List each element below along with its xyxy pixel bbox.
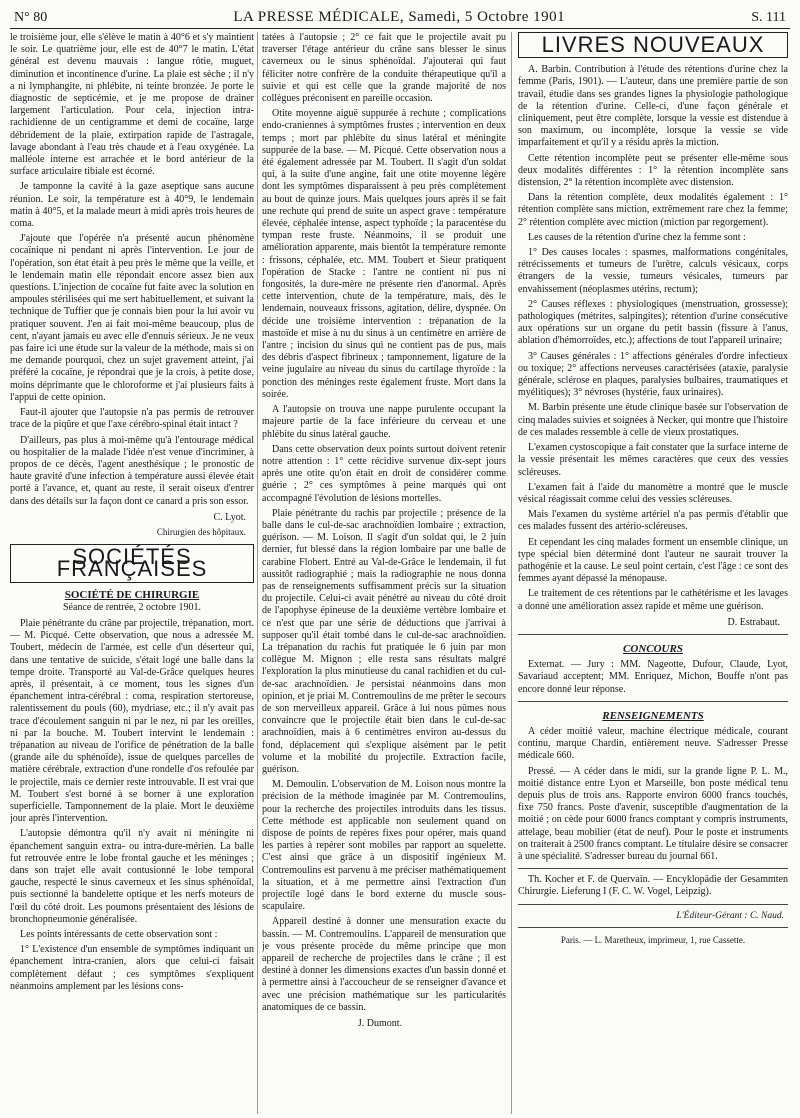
paragraph: Externat. — Jury : MM. Nageotte, Dufour, Claude, Lyot, Savariaud acceptent; MM. Enriquez, Michon, Bouffe n'ont pas encore donné leur réponse. (518, 659, 788, 695)
paragraph: M. Barbin présente une étude clinique basée sur l'observation de cinq malades suivies et soignées à Necker, qui montre que l'histoire de ces malades ressemble à celle de vieux prostatiques. (518, 402, 788, 438)
paragraph: L'autopsie démontra qu'il n'y avait ni méningite ni épanchement sanguin extra- ou intra-dure-mérien. La balle fut retrouvée entre le lobe frontal gauche et les méninges ; dans son trajet elle avait contusionné le lobe temporal gauche, respecté le sinus caverneux et les sinus sphénoïdal, puis sectionné la bandelette optique et les nerfs moteurs de l'œil du côté droit. Les poumons présentaient des lésions de bronchopneumonie généralisée. (10, 828, 254, 925)
author-title: Chirurgien des hôpitaux. (156, 526, 246, 537)
author-signature: C. Lyot. (213, 511, 246, 523)
section-title: LIVRES NOUVEAUX (518, 32, 788, 58)
paragraph: Plaie pénétrante du crâne par projectile, trépanation, mort. — M. Picqué. Cette observation, que nous a adressée M. Toubert, médecin de l'armée, est celle d'un déserteur qui, dans une tentative de suicide, s'était logé une balle dans la tempe droite. Transporté au Val-de-Grâce quelques heures après, il présentait, à ce moment, tous les signes d'un épanchement intra-cérébral : coma, respiration stertoreuse, ralentissement du pouls (60), mydriase, etc.; il n'y avait pas trace d'écoulement sanguin ni par le nez, ni par les oreilles, ni par la bouche. M. Toubert intervint le lendemain : trépanation au niveau de l'orifice de pénétration de la balle (grande aile du sphénoïde), issue de quelques parcelles de matière cérébrale, extraction d'une rondelle d'os refoulée par le projectile, mais ce dernier reste introuvable. Il est vrai que M. Toubert s'est borné à se borner à une exploration superficielle. Tamponnement de la plaie. Mort le deuxième jour après l'intervention. (10, 617, 254, 825)
society-title: SOCIÉTÉ DE CHIRURGIE (64, 588, 200, 601)
paragraph: tatées à l'autopsie ; 2° ce fait que le projectile avait pu traverser l'étage antérieur du crâne sans blesser le sinus caverneux ou le sinus sphénoïdal. J'ajouterai qui faut féliciter notre confrère de la conduite thérapeutique qu'il a suivie et qui est celle que la grande majorité de nos collègues préconisent en pareille occasion. (262, 32, 506, 105)
paragraph: A céder moitié valeur, machine électrique médicale, courant continu, marque Chardin, entièrement neuve. S'adresser Presse médicale 660. (518, 725, 788, 762)
paragraph: Mais l'examen du système artériel n'a pas permis d'établir que ces malades fussent des artério-scléreuses. (518, 509, 788, 533)
seance-date: Séance de rentrée, 2 octobre 1901. (63, 601, 201, 613)
paragraph: Le traitement de ces rétentions par le cathétérisme et les lavages a donné une amélioration assez rapide et même une guérison. (518, 588, 788, 612)
paragraph: 1° L'existence d'un ensemble de symptômes indiquant un épanchement intra-cranien, alors que celui-ci faisait complètement défaut ; ces symptômes s'expliquent néanmoins amplement par les lésions cons- (10, 944, 254, 992)
paragraph: 3° Causes générales : 1° affections générales d'ordre infectieux ou toxique; 2° affections nerveuses caractérisées (ataxie, paralysie générale, sclérose en plaques, paralysies bulbaires, traumatiques et myélitiques); 3° névroses (hystérie, faux urinaires). (518, 350, 788, 399)
author-signature: J. Dumont. (357, 1018, 403, 1030)
paragraph: Dans la rétention complète, deux modalités également : 1° rétention complète sans miction, extrêmement rare chez la femme; 2° rétention complète avec miction (miction par regorgement). (518, 192, 788, 228)
paragraph: Otite moyenne aiguë suppurée à rechute ; complications endo-craniennes à symptômes frustes ; intervention en deux temps ; mort par phlébite du sinus latéral et méningite suppurée de la base. — M. Picqué. Cette observation nous a été également adressée par M. Toubert. Il s'agit d'un soldat qui, à la suite d'une angine, fait une otite moyenne légère dont les symptômes disparaissent à peu près complètement au bout de quinze jours. Mais quelques jours après il se fait une rechute qui prend de suite un aspect grave : température élevée, céphalée intense, aspect typhoïde ; la paracentèse du tympan reste fruste. Néanmoins, il se produit une amélioration apparente, mais bientôt la température remonte : frissons, céphalée, etc. MM. Toubert et Sieur pratiquent l'opération de Stacke : l'antre ne contient ni pus ni fongosités, la dure-mère ne présente rien d'anormal. Après cette intervention, chute de la température, mais, dès le lendemain, nouveaux frissons, agitation, délire, dyspnée. On décide une troisième intervention : trépanation de la mastoïde et mise à nu du sinus à un centimètre en arrière de l'antre ; incision du sinus qui ne contient pas de pus, mais des débris d'aspect fibrineux ; tamponnement, ligature de la veine jugulaire au niveau du sinus du cartilage thyroïde : la ponction des méninges reste également fruste. Mort dans la soirée. (262, 108, 506, 400)
book-listing: Th. Kocher et F. de Quervain. — Encyklopädie der Gesammten Chirurgie. Lieferung I (F. C. W. Vogel, Leipzig). (518, 874, 788, 898)
editor-credit: L'Éditeur-Gérant : C. Naud. (676, 910, 784, 921)
page-number: S. 111 (751, 10, 786, 25)
author-signature: D. Estrabaut. (727, 616, 780, 628)
paragraph: 1° Des causes locales : spasmes, malformations congénitales, rétrécissements et tumeurs de l'urètre, calculs vésicaux, corps étrangers de la vessie, tumeurs vésicales, tumeurs par envahissement (néoplasmes utérins, rectum); (518, 247, 788, 295)
divider (518, 868, 788, 869)
divider (518, 634, 788, 635)
column-2 (262, 32, 506, 1114)
paragraph: L'examen cystoscopique a fait constater que la surface interne de la vessie présentait les mêmes caractères que ceux des vessies scléreuses. (518, 442, 788, 478)
paragraph: Plaie pénétrante du rachis par projectile ; présence de la balle dans le cul-de-sac arachnoïdien lombaire ; extraction, guérison. — M. Loison. Il s'agit d'un soldat qui, le 2 juin dernier, fut blessé dans la région lombaire par une balle de carabine Flobert. Entré au Val-de-Grâce le lendemain, il fut aussitôt radiographié ; mais la radiographie ne nous donna pas de renseignements suffisamment précis sur la situation du projectile. Celui-ci avait pénétré au niveau du côté droit de l'apophyse épineuse de la deuxième vertèbre lombaire et ce n'est que par une série de déductions que j'arrivai à supposer qu'il était tombé dans le cul-de-sac arachnoïdien. La trépanation du rachis fut pratiquée le 6 juin par mon collègue M. Mignon ; elle resta sans résultats malgré l'exploration la plus minutieuse du canal rachidien et du cul-de-sac arachnoïdien. Je persistai néanmoins dans mon opinion, et je priai M. Contremoulins de me prêter le secours de son merveilleux appareil. Grâce à lui nous pûmes nous convaincre que le projectile était bien dans le cul-de-sac arachnoïdien, mais à 6 centimètres environ au-dessus du fond, déplacement qui s'explique aisément par le petit volume et la mobilité du projectile. Extraction facile, guérison. (262, 507, 506, 775)
paragraph: L'examen fait à l'aide du manomètre a montré que le muscle vésical réagissait comme celui des vessies scléreuses. (518, 481, 788, 505)
printer-credit: Paris. — L. Maretheux, imprimeur, 1, rue Cassette. (560, 934, 746, 945)
paragraph: Faut-il ajouter que l'autopsie n'a pas permis de retrouver trace de la piqûre et que l'axe cérébro-spinal était intact ? (10, 407, 254, 431)
paragraph: Pressé. — A céder dans le midi, sur la grande ligne P. L. M., moitié distance entre Lyon et Marseille, bon poste médical tenu depuis plus de trois ans. Rapporte environ 6000 francs touchés, fixe 750 francs. Poste d'avenir, susceptible d'augmentation de la moitié ; on cède pour 6000 francs comptant y compris instruments, attelage, beau mobilier (état de neuf). Pour le poste et instruments on traiterait à 2500 francs comptant. Le titulaire désire se consacrer à une spécialité. S'adresser bureau du journal 661. (518, 765, 788, 862)
column-3 (518, 32, 788, 1114)
header-rule (10, 28, 790, 29)
paragraph: Cette rétention incomplète peut se présenter elle-même sous deux modalités différentes : 1° la rétention incomplète sans distension, 2° la rétention incomplète avec distension. (518, 152, 788, 189)
paragraph: Et cependant les cinq malades forment un ensemble clinique, un type spécial bien déterminé dont l'auteur ne saurait trouver la pathogénie et la cause. Le seul point certain, c'est l'âge : ce sont des femmes ayant dépassé la ménopause. (518, 536, 788, 585)
issue-number: N° 80 (14, 10, 48, 25)
paragraph: Je tamponne la cavité à la gaze aseptique sans aucune réunion. Le soir, la température est à 40°9, le lendemain matin à 40°5, et la malade meurt à midi après trois heures de coma. (10, 181, 254, 230)
page-header (14, 4, 786, 26)
renseignements-title: RENSEIGNEMENTS (602, 709, 704, 722)
column-divider (257, 32, 258, 1114)
paragraph: D'ailleurs, pas plus à moi-même qu'à l'entourage médical ou hospitalier de la malade l'idée n'est venue d'incriminer, à propos de ce décès, l'agent anesthésique ; le pronostic de haute gravité d'une infection à température aussi élevée était porté à l'avance, et, quant au reste, il serait oiseux d'entrer dans des détails sur la façon dont ce canard a pris son essor. (10, 434, 254, 507)
column-1 (10, 32, 254, 1114)
paragraph: A l'autopsie on trouva une nappe purulente occupant la majeure partie de la face inférieure du cerveau et une phlébite du sinus latéral gauche. (262, 404, 506, 440)
paragraph: Appareil destiné à donner une mensuration exacte du bassin. — M. Contremoulins. L'appareil de mensuration que je vous présente procède du même principe que mon appareil de recherche de projectiles dans le crâne ; il est destiné à donner les dimensions exactes d'un bassin donné et à permettre ainsi à l'accoucheur de se renseigner d'avance et avec une précision mathématique sur les particularités anatomiques de ce bassin. (262, 916, 506, 1013)
divider (518, 904, 788, 905)
paragraph: Les causes de la rétention d'urine chez la femme sont : (528, 231, 746, 243)
divider (518, 927, 788, 928)
paragraph: M. Demoulin. L'observation de M. Loison nous montre la précision de la méthode imaginée par M. Contremoulins, pour la recherche des projectiles introduits dans les tissus. Cette méthode est applicable non seulement quand on dispose de points de repères fixes pour opérer, mais quand les parties à repérer sont mobiles par rapport au squelette. C'est ainsi que grâce à un dispositif ingénieux M. Contremoulins est parvenu à me préciser mathématiquement la situation, et à me permettre ainsi l'extraction d'un projectile logé dans le bord externe du muscle sous-scapulaire. (262, 779, 506, 913)
column-divider (511, 32, 512, 1114)
paragraph: Dans cette observation deux points surtout doivent retenir notre attention : 1° cette récidive survenue dix-sept jours après une otite qu'on était en droit de considérer comme guérie ; 2° ces symptômes à peine marqués qui ont accompagné l'évolution de lésions mortelles. (262, 443, 506, 504)
section-title: SOCIÉTÉS FRANÇAISES (10, 544, 254, 582)
paragraph: Les points intéressants de cette observation sont : (20, 929, 218, 941)
paragraph: A. Barbin. Contribution à l'étude des rétentions d'urine chez la femme (Paris, 1901). — L'auteur, dans une première partie de son travail, étudie dans ses grandes lignes la physiologie pathologique de la rétention d'urine. Celle-ci, d'une façon générale et cliniquement, peut être complète, lorsque la vessie est distendue à son maximum, ou incomplète, lorsque la vessie se vide imparfaitement et qu'il y a résidu après la miction. (518, 64, 788, 149)
paragraph: le troisième jour, elle s'élève le matin à 40°6 et s'y maintient le soir. Le quatrième jour, elle est de 40°7 le matin. L'état général est devenu mauvais : langue rôtie, muguet, diminution et incontinence d'urine. La plaie est sèche ; il n'y a ni lymphangite, ni phlébite, ni teinte bronzée. Je porte le diagnostic de septicémie, et je me propose de drainer largement l'articulation. Pour cela, injection intra-rachidienne de un centigramme et demi de cocaïne, large débridement de la plaie, extirpation rapide de l'astragale, lavage abondant à l'eau très chaude et à l'eau oxygénée. La malléole interne est arrachée et le bord antérieur de la surface articulaire tibiale est écorné. (10, 32, 254, 178)
divider (518, 701, 788, 702)
masthead-title: LA PRESSE MÉDICALE, Samedi, 5 Octobre 1901 (233, 9, 566, 25)
concours-title: CONCOURS (623, 642, 683, 655)
paragraph: 2° Causes réflexes : physiologiques (menstruation, grossesse); pathologiques (métrites, salpingites); rétention d'urine consécutive aux opérations sur un organe du petit bassin (fissure à l'anus, ablation d'hémorroïdes, etc.); affections de tout l'appareil urinaire; (518, 298, 788, 347)
paragraph: J'ajoute que l'opérée n'a présenté aucun phénomène cocaïnique ni pendant ni après l'intervention. Le jour de l'opération, son état était à peu près le même que la veille, et le lendemain matin elle répondait encore assez bien aux questions. L'injection de cocaïne fut faite avec la solution en ampoules stérilisées qui me sert habituellement, et suivant la technique de Tuffier que je connais bien pour la lui avoir vu pratiquer souvent. J'en ai fait moi-même beaucoup, plus de cent, n'ayant jamais eu avec elle d'ennuis sérieux. Je ne veux pas faire ici une étude sur la valeur de la méthode, mais si on me demande pourquoi, chez un sujet gravement atteint, j'ai préféré la cocaïne, je répondrai que je la crois, à petite dose, moins déprimante que le chloroforme et j'ai plusieurs faits à l'appui de cette opinion. (10, 233, 254, 403)
